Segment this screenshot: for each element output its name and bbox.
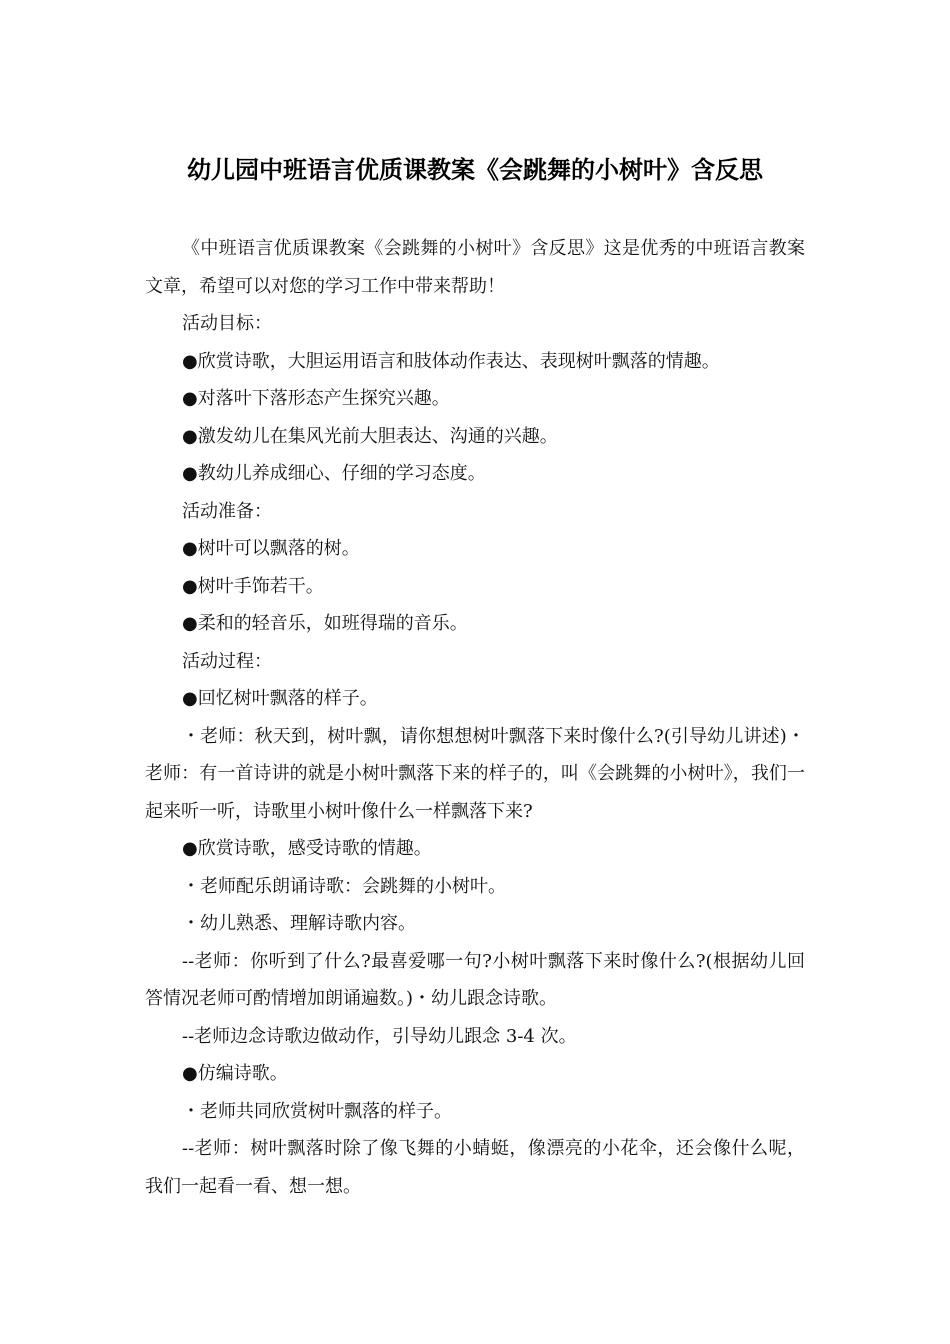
heading-activity-process: 活动过程： xyxy=(182,650,272,672)
preparation-item: ●柔和的轻音乐，如班得瑞的音乐。 xyxy=(182,613,468,634)
goal-item: ●教幼儿养成细心、仔细的学习态度。 xyxy=(182,463,486,484)
process-paragraph: --老师边念诗歌边做动作，引导幼儿跟念 3-4 次。 xyxy=(182,1025,577,1047)
process-paragraph: --老师：树叶飘落时除了像飞舞的小蜻蜓，像漂亮的小花伞，还会像什么呢，我们一起看一看、想一想。 xyxy=(145,1138,805,1197)
process-paragraph: ・老师配乐朗诵诗歌：会跳舞的小树叶。 xyxy=(182,875,506,897)
process-step: ●欣赏诗歌，感受诗歌的情趣。 xyxy=(182,838,432,859)
process-step: ●仿编诗歌。 xyxy=(182,1063,288,1084)
preparation-item: ●树叶手饰若干。 xyxy=(182,575,324,597)
heading-activity-goals: 活动目标： xyxy=(182,313,272,334)
process-step: ●回忆树叶飘落的样子。 xyxy=(182,688,378,709)
process-paragraph: --老师：你听到了什么?最喜爱哪一句?小树叶飘落下来时像什么?(根据幼儿回答情况老师可酌情增加朗诵遍数。)・幼儿跟念诗歌。 xyxy=(145,950,805,1009)
paragraph-intro: 《中班语言优质课教案《会跳舞的小树叶》含反思》这是优秀的中班语言教案文章，希望可以对您的学习工作中带来帮助！ xyxy=(145,238,805,297)
heading-activity-preparation: 活动准备： xyxy=(182,500,272,522)
process-paragraph: ・幼儿熟悉、理解诗歌内容。 xyxy=(182,913,416,934)
process-paragraph: ・老师：秋天到，树叶飘，请你想想树叶飘落下来时像什么?(引导幼儿讲述)・老师：有一首诗讲的就是小树叶飘落下来的样子的，叫《会跳舞的小树叶》，我们一起来听一听，诗歌里小树叶像什么一样飘落下来? xyxy=(145,725,805,822)
goal-item: ●欣赏诗歌，大胆运用语言和肢体动作表达、表现树叶飘落的情趣。 xyxy=(182,350,720,372)
document-body xyxy=(145,230,805,1205)
process-paragraph: ・老师共同欣赏树叶飘落的样子。 xyxy=(182,1100,452,1122)
document-title: 幼儿园中班语言优质课教案《会跳舞的小树叶》含反思 xyxy=(187,156,763,184)
goal-item: ●激发幼儿在集风光前大胆表达、沟通的兴趣。 xyxy=(182,425,558,447)
preparation-item: ●树叶可以飘落的树。 xyxy=(182,538,360,559)
goal-item: ●对落叶下落形态产生探究兴趣。 xyxy=(182,388,450,409)
